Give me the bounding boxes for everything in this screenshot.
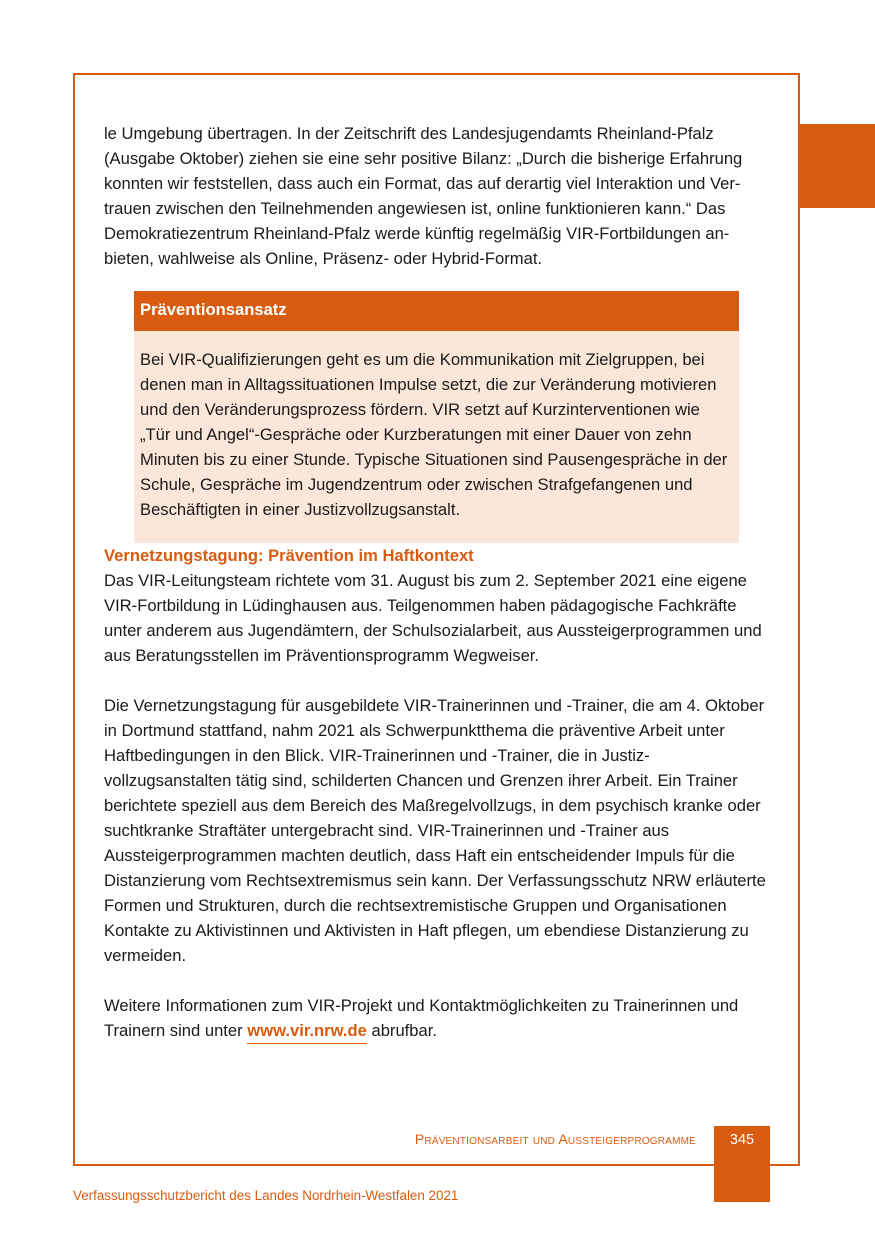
vir-website-link[interactable]: www.vir.nrw.de xyxy=(247,1021,367,1044)
intro-paragraph: le Umgebung übertragen. In der Zeitschrift des Landesjugendamts Rheinland-Pfalz (Ausgabe Oktober) ziehen sie eine sehr positive Bilanz: „Durch die bisherige Erfahrung konnten wir feststellen, dass auch ein Format, das auf derartig viel Interaktion und Vertrauen zwischen den Teilnehmenden angewiesen ist, online funktionieren kann.“ Das Demokratiezentrum Rheinland-Pfalz werde künftig regelmäßig VIR-Fortbildungen anbieten, wahlweise als Online, Präsenz- oder Hybrid-Format. xyxy=(104,124,743,268)
info-box xyxy=(134,291,739,543)
chapter-tab-marker xyxy=(800,124,875,208)
page-number: 345 xyxy=(714,1126,770,1202)
section-paragraph-2: Die Vernetzungstagung für ausgebildete VIR-Trainerinnen und -Trainer, die am 4. Oktober in Dortmund stattfand, nahm 2021 als Schwerpunktthema die präventive Arbeit unter Haftbedingungen in den Blick. VIR-Trainerinnen und -Trainer, die in Justizvollzugsanstalten tätig sind, schilderten Chancen und Grenzen ihrer Arbeit. Ein Trainer berichtete speziell aus dem Bereich des Maßregelvollzugs, in dem psychisch kranke oder suchtkranke Straftäter untergebracht sind. VIR-Trainerinnen und -Trainer aus Aussteigerprogrammen machten deutlich, dass Haft ein entscheidender Impuls für die Distanzierung vom Rechtsextremismus sein kann. Der Verfassungsschutz NRW erläuterte Formen und Strukturen, durch die rechtsextremistische Gruppen und Organisationen Kontakte zu Aktivistinnen und Aktivisten in Haft pflegen, um ebendiese Distanzierung zu vermeiden. xyxy=(104,696,766,965)
section-paragraph-3 xyxy=(104,993,770,1043)
main-content xyxy=(104,121,770,1043)
paragraph-3-text-after: abrufbar. xyxy=(366,1021,437,1040)
info-box-body: Bei VIR-Qualifizierungen geht es um die Kommunikation mit Zielgruppen, bei denen man in Alltagssituationen Impulse setzt, die zur Veränderung motivieren und den Veränderungsprozess fördern. VIR setzt auf Kurzinterventionen wie „Tür und Angel“-Gespräche oder Kurzberatungen mit einer Dauer von zehn Minuten bis zu einer Stunde. Typische Situationen sind Pausengespräche in der Schule, Gespräche im Jugendzentrum oder zwischen Strafgefangenen und Beschäftigten in einer Justizvollzugsanstalt. xyxy=(140,350,728,519)
publication-title: Verfassungsschutzbericht des Landes Nordrhein-Westfalen 2021 xyxy=(73,1188,459,1203)
info-box-title: Präventionsansatz xyxy=(134,291,739,331)
section-paragraph-1: Das VIR-Leitungsteam richtete vom 31. August bis zum 2. September 2021 eine eigene VIR-Fortbildung in Lüdinghausen aus. Teilgenommen haben pädagogische Fachkräfte unter anderem aus Jugendämtern, der Schulsozialarbeit, aus Aussteigerprogrammen und aus Beratungsstellen im Präventionsprogramm Wegweiser. xyxy=(104,571,762,665)
section-heading: Vernetzungstagung: Prävention im Haftkontext xyxy=(104,546,474,565)
paragraph-3-text-before: Weitere Informationen zum VIR-Projekt und Kontaktmöglichkeiten zu Trainerinnen und Trainern sind unter xyxy=(104,996,739,1040)
footer-section-label: Präventionsarbeit und Aussteigerprogramme xyxy=(414,1131,696,1147)
